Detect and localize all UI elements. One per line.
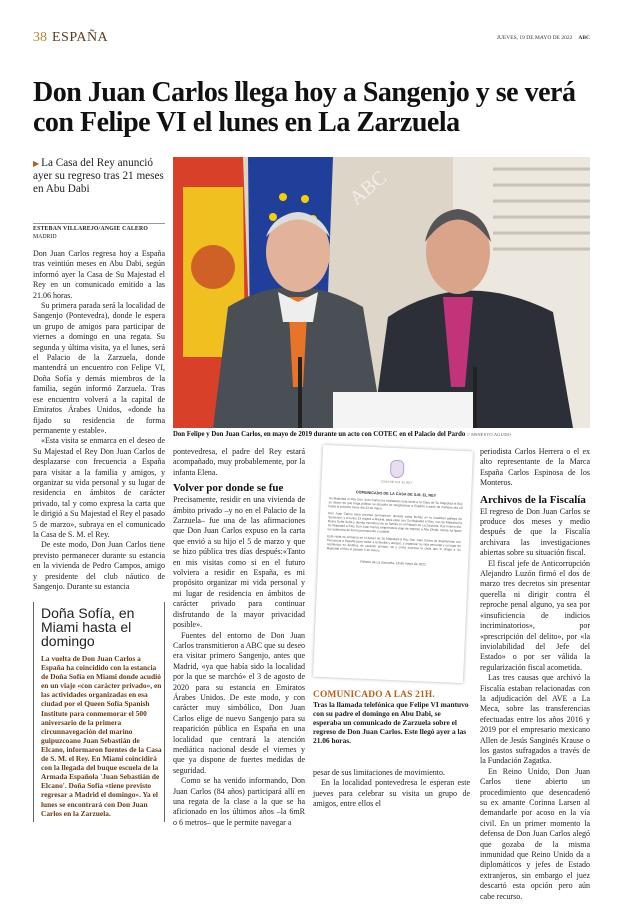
body-column-3: pesar de sus limitaciones de movimiento. En la localidad pontevedresa le esperan este jueves para celebrar su visita un grupo de amigos, entre ellos el [313, 768, 470, 809]
page-number: 38 [33, 30, 47, 45]
triangle-bullet-icon: ▶ [33, 159, 40, 168]
body-column-2: pontevedresa, el padre del Rey estará acompañado, muy probablemente, por la infanta Elena. Volver por donde se fue Precisamente, residir en una vivienda de ámbito privado –y no en el Palacio de la Zarzuela– fue una de las afirmaciones que Don Juan Carlos expuso en la carta que envió a su hijo el 5 de marzo y que se hizo pública tres días después:«Tanto en mis visitas como si en el futuro volviera a residir en España, es mi propósito organizar mi vida personal y mi lugar de residencia en ámbitos de carácter privado para continuar disfrutando de la mayor privacidad posible». Fuentes del entorno de Don Juan Carlos transmitieron a ABC que su deseo era visitar primero Sangenjo, antes que Madrid, «ya que había sido la localidad por la que se marchó» el 3 de agosto de 2020 para su estancia en Emiratos Árabes Unidos. De este modo, y con carácter muy simbólico, Don Juan Carlos elige de nuevo Sangenjo para su reaparición pública en España en una localidad que centrará la atención mediática nacional desde el viernes y que ya dispone de fuertes medidas de seguridad. Como se ha venido informando, Don Juan Carlos (84 años) participará allí en una regata de la clase a la que se ha aficionado en los últimos años –la 6mR o 6 metros– que le permite navegar a [173, 447, 305, 827]
caption-text: Don Felipe y Don Juan Carlos, en mayo de 2019 durante un acto con COTEC en el Palacio del Pardo [173, 431, 466, 438]
body-column-4: periodista Carlos Herrera o el ex alto representante de la Marca España Carlos Espinosa de los Monteros. Archivos de la Fiscalía El regreso de Don Juan Carlos se produce dos meses y medio después de que la Fiscalía archivara las investigaciones abiertas sobre su situación fiscal. El fiscal jefe de Anticorrupción Alejandro Luzón firmó el dos de marzo tres decretos sin presentar querella ni dirigir contra él reproche penal alguno, ya sea por «insuficiencia de indicios incriminatorios», por «prescripción del delito», por «la inviolabilidad del Jefe del Estado» o por ser válida la regularización fiscal acometida. Las tres causas que archivó la Fiscalía estaban relacionadas con la adjudicación del AVE a La Meca, sobre las transferencias efectuadas entre los años 2016 y 2019 por el empresario mexicano Allen de Jesús Sanginés Krause o los gastos sufragados a través de la Fundación Zagatka. En Reino Unido, Don Juan Carlos tiene abierto un procedimiento que desencadenó su ex amante Corinna Larsen al demandarle por acoso en la vía civil. En un primer momento la defensa de Don Juan Carlos alegó que gozaba de la misma inmunidad que Reino Unido da a diplomáticos y jefes de Estado extranjeros, sin embargo el juez descartó esta opción pero aún cabe recurso. [480, 447, 590, 901]
section-name: ESPAÑA [52, 30, 109, 45]
dateline: MADRID [33, 234, 57, 240]
news-photo [173, 157, 590, 428]
document-title: COMUNICADO DE LA CASA DE S.M. EL REY [355, 490, 437, 498]
sidebar-title: Doña Sofía, en Miami hasta el domingo [41, 605, 135, 649]
callout-text: Tras la llamada telefónica que Felipe VI mantuvo con su padre el domingo en Abu Dabi, se esperaba un comunicado de Zarzuela sobre el regreso de Don Juan Carlos. Este llegó ayer a las 21.06 horas. [313, 700, 469, 746]
divider [33, 223, 165, 224]
photo-caption [173, 431, 603, 438]
document-signature: Palacio de La Zarzuela, 18 de mayo de 2022 [360, 559, 426, 567]
communique-document: CASA DE S.M. EL REY COMUNICADO DE LA CASA DE S.M. EL REY Su Majestad el Rey Don Juan Carlos ha trasladado esta tarde a la Casa de Su Majestad el Rey su deseo de que haga público su decisión de desplazarse a España a partir de mañana día 19 hasta el próximo lunes día 23 de mayo. Don Juan Carlos tiene previsto permanecer durante estas fechas en la localidad gallega de Sanxenxo, y el lunes 23 viajará a Madrid, para estar con Su Majestad el Rey, con Su Majestad la Reina Doña Sofía y demás miembros de su familia en el Palacio de La Zarzuela. Ese mismo día, Su Majestad el Rey Don Juan Carlos emprenderá viaje de regreso a Abu Dhabi, donde ha fijado su residencia de forma permanente y estable. Esta visita se enmarca en el deseo de Su Majestad el Rey Don Juan Carlos de desplazarse con frecuencia a España para visitar a la familia y amigos, y organizar su vida personal y su lugar de residencia en ámbitos de carácter privado, tal y como expresa la carta que le dirigió a Su Majestad el Rey el pasado 5 de marzo. Palacio de La Zarzuela, 18 de mayo de 2022 [313, 445, 473, 683]
subheading-archivos: Archivos de la Fiscalía [480, 493, 586, 506]
royal-crest-icon [390, 460, 405, 479]
issue-date [497, 35, 590, 41]
body-column-1: Don Juan Carlos regresa hoy a España tras veintiún meses en Abu Dabi, según informó ayer la Casa de Su Majestad el Rey en un comunicado emitido a las 21.06 horas. Su primera parada será la localidad de Sangenjo (Pontevedra), donde le espera un grupo de amigos para participar de viernes a domingo en una regata. Su segunda y última visita, ya el lunes, será el Palacio de la Zarzuela, donde mantendrá un encuentro con Felipe VI, Doña Sofía y demás miembros de la familia, según informó Zarzuela. Tras ese encuentro volverá a la capital de Emiratos Árabes Unidos, «donde ha fijado su residencia de forma permanente y estable». «Esta visita se enmarca en el deseo de Su Majestad el Rey Don Juan Carlos de desplazarse con frecuencia a España para visitar a la familia y amigos, y organizar su vida personal y su lugar de residencia en ámbitos de carácter privado, tal y como expresa la carta que le dirigió a Su Majestad el Rey el pasado 5 de marzo», subraya en el comunicado la Casa de S. M. el Rey. De este modo, Don Juan Carlos tiene previsto permanecer durante su estancia en la vivienda de Pedro Campos, amigo y presidente del club náutico de Sangenjo. Durante su estancia [33, 249, 165, 591]
byline: ESTEBAN VILLAREJO/ANGIE CALERO [33, 226, 149, 232]
sidebar-box [33, 602, 165, 822]
photo-credit: // ERNESTO AGUDO [466, 432, 512, 437]
communique-callout [313, 690, 470, 745]
brand: ABC [578, 35, 590, 41]
date-text: JUEVES, 19 DE MAYO DE 2022 [496, 35, 573, 41]
headline: Don Juan Carlos llega hoy a Sangenjo y se verá con Felipe VI el lunes en La Zarzuela [33, 77, 576, 138]
callout-heading: COMUNICADO A LAS 21H. [313, 690, 435, 700]
document-house: CASA DE S.M. EL REY [380, 479, 413, 485]
subheadline [33, 157, 168, 196]
subheadline-text: La Casa del Rey anunció ayer su regreso tras 21 meses en Abu Dabi [33, 157, 164, 195]
sidebar-text: La vuelta de Don Juan Carlos a España ha coincidido con la estancia de Doña Sofía en Miami donde acudió en un viaje «con carácter privado», en las actividades organizadas en esa ciudad por el Queen Sofía Spanish Institute para conmemorar el 500 aniversario de la primera circunnavegación del marino guipuzcoano Juan Sebastián de Elcano, informaron fuentes de la Casa de S. M. el Rey. En Miami coincidirá con la llegada del buque escuela de la Armada Española 'Juan Sebastián de Elcano'. Doña Sofía «tiene previsto regresar a Madrid el domingo». Ya el lunes se encontrará con Don Juan Carlos en la Zarzuela. [41, 654, 162, 818]
watermark: ABC [345, 166, 392, 210]
subheading-volver: Volver por donde se fue [173, 482, 284, 495]
